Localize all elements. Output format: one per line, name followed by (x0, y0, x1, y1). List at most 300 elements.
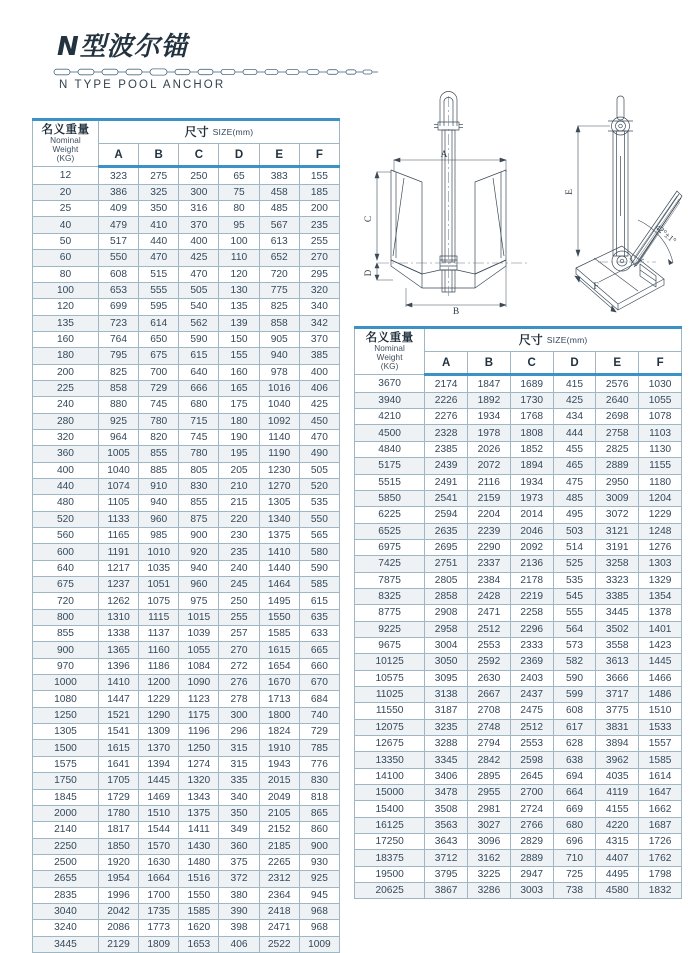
cell-dim-a: 1920 (98, 854, 138, 870)
table-row (33, 658, 340, 674)
table-row (355, 392, 682, 408)
cell-dim-c: 940 (179, 560, 219, 576)
cell-dim-e: 4407 (596, 850, 639, 866)
dimension-label-b: B (452, 307, 460, 317)
cell-dim-c: 2296 (510, 621, 553, 637)
cell-dim-a: 3406 (425, 768, 468, 784)
anchor-side-view-drawing (546, 86, 693, 321)
cell-dim-d: 495 (553, 507, 596, 523)
table-row (33, 773, 340, 789)
cell-dim-a: 2635 (425, 523, 468, 539)
cell-dim-d: 240 (219, 560, 259, 576)
cell-dim-e: 3962 (596, 752, 639, 768)
cell-dim-a: 1217 (98, 560, 138, 576)
cell-dim-b: 1394 (139, 756, 179, 772)
cell-dim-a: 2328 (425, 425, 468, 441)
cell-dim-c: 1852 (510, 441, 553, 457)
table-row (33, 299, 340, 315)
cell-dim-a: 479 (98, 217, 138, 233)
cell-dim-f: 1303 (639, 556, 682, 572)
cell-dim-d: 406 (219, 936, 259, 952)
cell-nominal-weight: 200 (33, 364, 99, 380)
cell-dim-e: 2265 (259, 854, 299, 870)
cell-dim-c: 1274 (179, 756, 219, 772)
cell-dim-c: 425 (179, 250, 219, 266)
cell-dim-e: 3385 (596, 588, 639, 604)
table-row (355, 556, 682, 572)
table-row (355, 719, 682, 735)
cell-dim-c: 2700 (510, 785, 553, 801)
cell-dim-c: 1039 (179, 626, 219, 642)
cell-dim-f: 1130 (639, 441, 682, 457)
cell-dim-c: 400 (179, 233, 219, 249)
cell-dim-d: 535 (553, 572, 596, 588)
cell-dim-d: 235 (219, 544, 259, 560)
cell-dim-a: 3712 (425, 850, 468, 866)
cell-dim-e: 485 (259, 201, 299, 217)
cell-nominal-weight: 6975 (355, 539, 425, 555)
cell-nominal-weight: 20 (33, 184, 99, 200)
cell-dim-d: 465 (553, 458, 596, 474)
cell-dim-e: 1270 (259, 478, 299, 494)
cell-dim-d: 503 (553, 523, 596, 539)
cell-dim-c: 960 (179, 577, 219, 593)
cell-dim-c: 745 (179, 429, 219, 445)
cell-nominal-weight: 1305 (33, 724, 99, 740)
cell-dim-d: 525 (553, 556, 596, 572)
cell-dim-a: 2226 (425, 392, 468, 408)
cell-dim-a: 3508 (425, 801, 468, 817)
cell-dim-f: 1445 (639, 654, 682, 670)
cell-dim-d: 210 (219, 478, 259, 494)
table-row (33, 936, 340, 952)
cell-nominal-weight: 3670 (355, 375, 425, 392)
cell-dim-e: 1550 (259, 609, 299, 625)
cell-dim-b: 1934 (468, 409, 511, 425)
page-title-cn: N型波尔锚 (57, 32, 188, 62)
cell-dim-c: 1430 (179, 838, 219, 854)
cell-dim-c: 975 (179, 593, 219, 609)
cell-dim-a: 2385 (425, 441, 468, 457)
cell-dim-d: 195 (219, 446, 259, 462)
cell-dim-e: 1190 (259, 446, 299, 462)
cell-nominal-weight: 120 (33, 299, 99, 315)
cell-dim-a: 1615 (98, 740, 138, 756)
cell-dim-f: 785 (299, 740, 339, 756)
cell-dim-a: 764 (98, 331, 138, 347)
cell-nominal-weight: 2500 (33, 854, 99, 870)
table-row (355, 736, 682, 752)
col-header-e: E (259, 143, 299, 167)
cell-nominal-weight: 1500 (33, 740, 99, 756)
cell-dim-b: 700 (139, 364, 179, 380)
cell-dim-b: 3096 (468, 834, 511, 850)
cell-dim-d: 175 (219, 397, 259, 413)
table-row (33, 315, 340, 331)
cell-nominal-weight: 7425 (355, 556, 425, 572)
table-row (355, 539, 682, 555)
cell-dim-a: 699 (98, 299, 138, 315)
cell-nominal-weight: 15400 (355, 801, 425, 817)
cell-dim-d: 75 (219, 184, 259, 200)
cell-dim-e: 2640 (596, 392, 639, 408)
cell-dim-d: 455 (553, 441, 596, 457)
cell-nominal-weight: 970 (33, 658, 99, 674)
cell-dim-a: 1338 (98, 626, 138, 642)
cell-dim-a: 2958 (425, 621, 468, 637)
table-row (33, 511, 340, 527)
spec-table-left (32, 118, 340, 953)
cell-dim-c: 540 (179, 299, 219, 315)
cell-nominal-weight: 2835 (33, 887, 99, 903)
cell-nominal-weight: 8775 (355, 605, 425, 621)
cell-dim-d: 738 (553, 883, 596, 899)
cell-dim-b: 1809 (139, 936, 179, 952)
cell-dim-f: 670 (299, 675, 339, 691)
cell-dim-b: 1200 (139, 675, 179, 691)
cell-dim-e: 1824 (259, 724, 299, 740)
table-row (33, 593, 340, 609)
table-row (33, 201, 340, 217)
cell-dim-d: 272 (219, 658, 259, 674)
table-row (33, 920, 340, 936)
cell-nominal-weight: 6225 (355, 507, 425, 523)
cell-dim-d: 276 (219, 675, 259, 691)
cell-dim-c: 1516 (179, 871, 219, 887)
cell-dim-c: 1123 (179, 691, 219, 707)
table-row (355, 834, 682, 850)
cell-dim-f: 1585 (639, 752, 682, 768)
cell-dim-e: 3717 (596, 686, 639, 702)
table-row (33, 478, 340, 494)
cell-dim-f: 1647 (639, 785, 682, 801)
cell-nominal-weight: 560 (33, 528, 99, 544)
col-header-b: B (468, 351, 511, 375)
cell-dim-b: 2337 (468, 556, 511, 572)
cell-dim-e: 1615 (259, 642, 299, 658)
cell-dim-d: 110 (219, 250, 259, 266)
cell-dim-b: 1075 (139, 593, 179, 609)
table-row (355, 425, 682, 441)
cell-dim-c: 1934 (510, 474, 553, 490)
table-row (33, 822, 340, 838)
cell-dim-e: 1910 (259, 740, 299, 756)
cell-dim-c: 1480 (179, 854, 219, 870)
angle-label: 42°±1° (653, 222, 679, 246)
cell-dim-f: 635 (299, 609, 339, 625)
cell-dim-c: 920 (179, 544, 219, 560)
cell-dim-f: 818 (299, 789, 339, 805)
cell-dim-c: 1689 (510, 375, 553, 392)
cell-dim-a: 1074 (98, 478, 138, 494)
cell-dim-f: 660 (299, 658, 339, 674)
cell-dim-c: 1196 (179, 724, 219, 740)
cell-nominal-weight: 5515 (355, 474, 425, 490)
cell-dim-a: 3643 (425, 834, 468, 850)
cell-nominal-weight: 2140 (33, 822, 99, 838)
cell-dim-b: 2842 (468, 752, 511, 768)
cell-dim-b: 1700 (139, 887, 179, 903)
cell-dim-f: 340 (299, 299, 339, 315)
cell-dim-f: 1798 (639, 866, 682, 882)
cell-nominal-weight: 640 (33, 560, 99, 576)
table-row (33, 528, 340, 544)
cell-dim-e: 4495 (596, 866, 639, 882)
cell-dim-e: 2364 (259, 887, 299, 903)
cell-dim-b: 2981 (468, 801, 511, 817)
table-row (33, 413, 340, 429)
cell-dim-c: 1175 (179, 707, 219, 723)
cell-dim-c: 2724 (510, 801, 553, 817)
cell-dim-c: 715 (179, 413, 219, 429)
cell-dim-f: 740 (299, 707, 339, 723)
cell-nominal-weight: 720 (33, 593, 99, 609)
cell-dim-e: 1410 (259, 544, 299, 560)
table-row (355, 605, 682, 621)
cell-dim-e: 720 (259, 266, 299, 282)
cell-dim-f: 565 (299, 528, 339, 544)
cell-dim-c: 875 (179, 511, 219, 527)
cell-nominal-weight: 4210 (355, 409, 425, 425)
cell-dim-b: 729 (139, 380, 179, 396)
cell-dim-a: 2042 (98, 903, 138, 919)
cell-dim-f: 425 (299, 397, 339, 413)
table-row (33, 838, 340, 854)
cell-nominal-weight: 14100 (355, 768, 425, 784)
cell-dim-a: 1817 (98, 822, 138, 838)
cell-dim-d: 434 (553, 409, 596, 425)
cell-nominal-weight: 20625 (355, 883, 425, 899)
cell-nominal-weight: 8325 (355, 588, 425, 604)
cell-nominal-weight: 440 (33, 478, 99, 494)
cell-dim-b: 985 (139, 528, 179, 544)
cell-dim-d: 444 (553, 425, 596, 441)
cell-dim-e: 4155 (596, 801, 639, 817)
cell-dim-f: 535 (299, 495, 339, 511)
table-row (33, 805, 340, 821)
cell-dim-f: 1103 (639, 425, 682, 441)
table-row (355, 409, 682, 425)
cell-dim-a: 1521 (98, 707, 138, 723)
cell-dim-c: 2645 (510, 768, 553, 784)
cell-dim-d: 95 (219, 217, 259, 233)
cell-dim-f: 1009 (299, 936, 339, 952)
table-row (33, 446, 340, 462)
cell-dim-a: 653 (98, 282, 138, 298)
cell-dim-f: 1762 (639, 850, 682, 866)
col-header-f: F (299, 143, 339, 167)
cell-dim-d: 725 (553, 866, 596, 882)
cell-dim-f: 925 (299, 871, 339, 887)
cell-dim-c: 1653 (179, 936, 219, 952)
cell-dim-d: 130 (219, 282, 259, 298)
cell-dim-f: 776 (299, 756, 339, 772)
cell-dim-f: 200 (299, 201, 339, 217)
cell-nominal-weight: 5175 (355, 458, 425, 474)
cell-dim-d: 628 (553, 736, 596, 752)
table-row (33, 560, 340, 576)
col-header-f: F (639, 351, 682, 375)
cell-dim-e: 2049 (259, 789, 299, 805)
table-row (355, 850, 682, 866)
table-row (355, 817, 682, 833)
table-row (355, 490, 682, 506)
cell-dim-f: 450 (299, 413, 339, 429)
cell-dim-b: 275 (139, 167, 179, 184)
cell-nominal-weight: 12 (33, 167, 99, 184)
cell-dim-c: 1055 (179, 642, 219, 658)
cell-nominal-weight: 2250 (33, 838, 99, 854)
cell-dim-a: 323 (98, 167, 138, 184)
cell-dim-a: 1237 (98, 577, 138, 593)
cell-dim-f: 1155 (639, 458, 682, 474)
cell-dim-d: 100 (219, 233, 259, 249)
cell-dim-e: 858 (259, 315, 299, 331)
table-row (33, 331, 340, 347)
cell-dim-b: 2159 (468, 490, 511, 506)
cell-dim-c: 1320 (179, 773, 219, 789)
cell-dim-c: 900 (179, 528, 219, 544)
cell-nominal-weight: 3445 (33, 936, 99, 952)
cell-dim-e: 2185 (259, 838, 299, 854)
cell-dim-f: 1055 (639, 392, 682, 408)
cell-dim-a: 3345 (425, 752, 468, 768)
cell-nominal-weight: 10125 (355, 654, 425, 670)
cell-dim-e: 1654 (259, 658, 299, 674)
cell-dim-c: 2947 (510, 866, 553, 882)
table-row (355, 458, 682, 474)
cell-dim-e: 567 (259, 217, 299, 233)
cell-dim-b: 1051 (139, 577, 179, 593)
cell-dim-d: 555 (553, 605, 596, 621)
cell-nominal-weight: 9225 (355, 621, 425, 637)
cell-dim-e: 2471 (259, 920, 299, 936)
cell-dim-f: 945 (299, 887, 339, 903)
cell-nominal-weight: 675 (33, 577, 99, 593)
cell-dim-e: 825 (259, 299, 299, 315)
cell-dim-d: 245 (219, 577, 259, 593)
cell-dim-b: 2794 (468, 736, 511, 752)
cell-dim-b: 1370 (139, 740, 179, 756)
table-row (355, 654, 682, 670)
cell-dim-c: 1084 (179, 658, 219, 674)
dimension-label-d: D (363, 269, 373, 277)
table-row (33, 250, 340, 266)
cell-dim-a: 608 (98, 266, 138, 282)
cell-nominal-weight: 160 (33, 331, 99, 347)
cell-dim-e: 4315 (596, 834, 639, 850)
cell-dim-a: 1191 (98, 544, 138, 560)
cell-dim-f: 370 (299, 331, 339, 347)
cell-dim-f: 830 (299, 773, 339, 789)
col-header-nominal-weight: 名义重量 Nominal Weight (KG) (355, 328, 425, 375)
table-row (355, 621, 682, 637)
table-row (355, 703, 682, 719)
cell-nominal-weight: 9675 (355, 637, 425, 653)
cell-dim-a: 880 (98, 397, 138, 413)
cell-dim-e: 1230 (259, 462, 299, 478)
cell-dim-f: 665 (299, 642, 339, 658)
table-row (33, 429, 340, 445)
cell-dim-f: 155 (299, 167, 339, 184)
cell-dim-f: 1276 (639, 539, 682, 555)
cell-dim-b: 2204 (468, 507, 511, 523)
cell-nominal-weight: 19500 (355, 866, 425, 882)
cell-dim-b: 2072 (468, 458, 511, 474)
cell-dim-b: 2895 (468, 768, 511, 784)
cell-nominal-weight: 13350 (355, 752, 425, 768)
cell-dim-d: 350 (219, 805, 259, 821)
cell-dim-b: 780 (139, 413, 179, 429)
cell-dim-e: 1340 (259, 511, 299, 527)
cell-dim-e: 978 (259, 364, 299, 380)
cell-dim-f: 865 (299, 805, 339, 821)
table-row (33, 577, 340, 593)
table-row (355, 785, 682, 801)
cell-dim-e: 2889 (596, 458, 639, 474)
dimension-label-f: F (593, 282, 599, 292)
cell-dim-b: 1115 (139, 609, 179, 625)
cell-dim-b: 745 (139, 397, 179, 413)
cell-dim-f: 320 (299, 282, 339, 298)
cell-dim-b: 1630 (139, 854, 179, 870)
cell-nominal-weight: 100 (33, 282, 99, 298)
cell-dim-b: 470 (139, 250, 179, 266)
cell-nominal-weight: 135 (33, 315, 99, 331)
cell-dim-a: 3004 (425, 637, 468, 653)
cell-dim-f: 1533 (639, 719, 682, 735)
cell-dim-f: 1229 (639, 507, 682, 523)
cell-dim-b: 1664 (139, 871, 179, 887)
cell-nominal-weight: 1080 (33, 691, 99, 707)
table-body-left (33, 167, 340, 953)
cell-dim-e: 652 (259, 250, 299, 266)
cell-dim-b: 650 (139, 331, 179, 347)
cell-dim-c: 2258 (510, 605, 553, 621)
cell-dim-c: 1973 (510, 490, 553, 506)
cell-dim-a: 2129 (98, 936, 138, 952)
cell-dim-a: 858 (98, 380, 138, 396)
cell-nominal-weight: 3240 (33, 920, 99, 936)
cell-dim-e: 1585 (259, 626, 299, 642)
cell-dim-a: 2751 (425, 556, 468, 572)
cell-dim-d: 573 (553, 637, 596, 653)
table-header-right (355, 328, 682, 375)
table-row (33, 626, 340, 642)
cell-dim-b: 555 (139, 282, 179, 298)
cell-dim-f: 406 (299, 380, 339, 396)
cell-dim-b: 2553 (468, 637, 511, 653)
cell-dim-c: 2766 (510, 817, 553, 833)
cell-dim-c: 1620 (179, 920, 219, 936)
cell-dim-f: 585 (299, 577, 339, 593)
table-body-right (355, 375, 682, 899)
col-header-a: A (98, 143, 138, 167)
cell-dim-e: 2152 (259, 822, 299, 838)
cell-dim-f: 400 (299, 364, 339, 380)
cell-dim-a: 3095 (425, 670, 468, 686)
cell-nominal-weight: 240 (33, 397, 99, 413)
cell-dim-a: 3795 (425, 866, 468, 882)
cell-dim-c: 2889 (510, 850, 553, 866)
cell-dim-e: 2758 (596, 425, 639, 441)
cell-dim-b: 2290 (468, 539, 511, 555)
cell-dim-d: 380 (219, 887, 259, 903)
cell-dim-b: 2428 (468, 588, 511, 604)
cell-dim-f: 1329 (639, 572, 682, 588)
cell-dim-c: 1411 (179, 822, 219, 838)
cell-dim-d: 230 (219, 528, 259, 544)
